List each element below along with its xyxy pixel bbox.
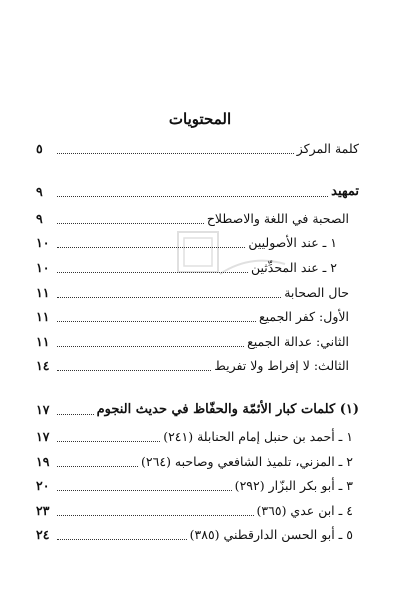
toc-entry-title: الثالث: لا إفراط ولا تفريط — [214, 358, 349, 373]
toc-entry[interactable] — [36, 256, 359, 276]
dot-leader — [57, 441, 160, 442]
toc-entry-page: ٢٣ — [36, 503, 50, 518]
toc-section[interactable] — [36, 398, 359, 418]
toc-entry-title: ١ ـ أحمد بن حنبل إمام الحنابلة (٢٤١) — [163, 429, 353, 444]
toc-section[interactable] — [36, 180, 359, 200]
toc-entry[interactable] — [36, 305, 359, 325]
toc-entry[interactable] — [36, 207, 359, 227]
toc-section-title: (١) كلمات كبار الأئمّة والحفّاظ في حديث النجوم — [96, 402, 359, 417]
toc-entry[interactable] — [36, 354, 359, 374]
dot-leader — [57, 466, 138, 467]
toc-entry[interactable] — [36, 330, 359, 350]
dot-leader — [57, 272, 248, 273]
toc-entry[interactable] — [36, 450, 359, 470]
toc-entry-page: ٥ — [36, 141, 43, 156]
dot-leader — [57, 297, 281, 298]
toc-entry-page: ١٠ — [36, 260, 50, 275]
toc-entry-page: ٢٤ — [36, 527, 50, 542]
toc-entry-page: ١٠ — [36, 235, 50, 250]
dot-leader — [57, 515, 254, 516]
toc-entry[interactable] — [36, 523, 359, 543]
toc-entry-title: ٢ ـ عند المحدِّثين — [251, 260, 337, 275]
toc-entry-page: ١٤ — [36, 358, 50, 373]
dot-leader — [57, 196, 328, 197]
dot-leader — [57, 490, 232, 491]
toc-entry-page: ٢٠ — [36, 478, 50, 493]
toc-entry-page: ١٧ — [36, 402, 50, 417]
dot-leader — [57, 321, 256, 322]
toc-entry[interactable] — [36, 231, 359, 251]
toc-entry-page: ١٧ — [36, 429, 50, 444]
dot-leader — [57, 414, 94, 415]
dot-leader — [57, 539, 187, 540]
toc-entry[interactable] — [36, 499, 359, 519]
toc-entry-page: ٩ — [36, 211, 43, 226]
toc-section-title: تمهيد — [331, 184, 359, 199]
toc-entry-page: ١٩ — [36, 454, 50, 469]
toc-entry-title: الثاني: عدالة الجميع — [247, 334, 349, 349]
toc-entry-title: ٥ ـ أبو الحسن الدارقطني (٣٨٥) — [189, 527, 353, 542]
toc-entry[interactable] — [36, 425, 359, 445]
toc-entry-page: ١١ — [36, 309, 50, 324]
toc-entry[interactable] — [36, 137, 359, 157]
page-title: المحتويات — [168, 110, 232, 128]
dot-leader — [57, 153, 294, 154]
dot-leader — [57, 346, 244, 347]
toc-entry-title: الأول: كفر الجميع — [258, 309, 349, 324]
toc-entry-title: كلمة المركز — [296, 141, 359, 156]
dot-leader — [57, 370, 211, 371]
toc-entry-title: ٤ ـ ابن عدي (٣٦٥) — [256, 503, 353, 518]
toc-entry[interactable] — [36, 281, 359, 301]
dot-leader — [57, 247, 245, 248]
toc-entry-title: الصحبة في اللغة والاصطلاح — [206, 211, 349, 226]
toc-entry[interactable] — [36, 474, 359, 494]
dot-leader — [57, 223, 204, 224]
toc-entry-page: ١١ — [36, 334, 50, 349]
toc-entry-title: ٢ ـ المزني، تلميذ الشافعي وصاحبه (٢٦٤) — [141, 454, 353, 469]
toc-entry-page: ٩ — [36, 184, 43, 199]
toc-entry-title: ٣ ـ أبو بكر البزّار (٢٩٢) — [234, 478, 353, 493]
toc-entry-title: ١ ـ عند الأصوليين — [248, 235, 337, 250]
toc-entry-title: حال الصحابة — [284, 285, 349, 300]
toc-entry-page: ١١ — [36, 285, 50, 300]
